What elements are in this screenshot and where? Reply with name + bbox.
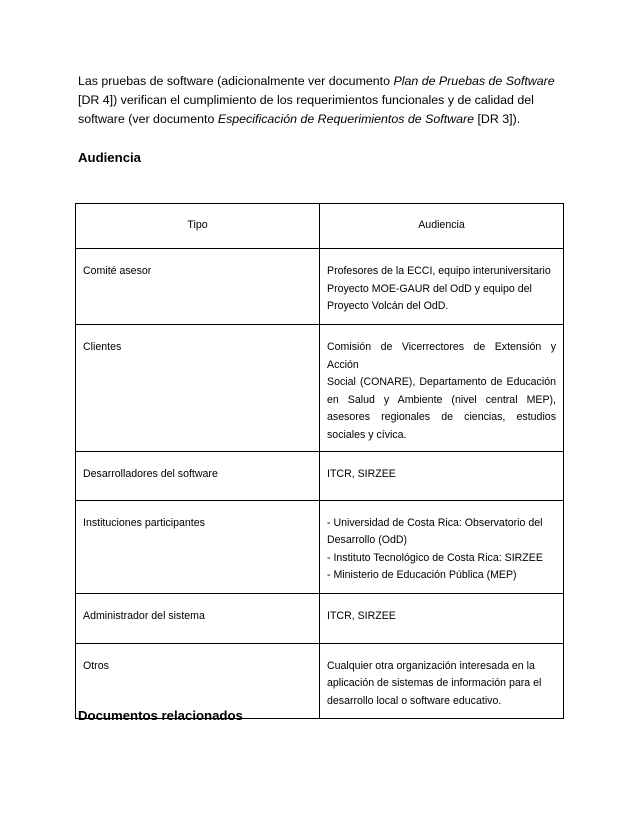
table-body bbox=[76, 249, 564, 719]
audiencia-line: Cualquier otra organización interesada en la bbox=[327, 659, 535, 672]
audiencia-line: ITCR, SIRZEE bbox=[327, 609, 396, 622]
cell-audiencia bbox=[320, 249, 564, 325]
intro-reference-spec: Especificación de Requerimientos de Software bbox=[217, 112, 475, 126]
audiencia-heading: Audiencia bbox=[78, 150, 142, 165]
table-row bbox=[76, 325, 564, 452]
documentos-heading: Documentos relacionados bbox=[78, 708, 243, 723]
intro-reference-plan: Plan de Pruebas de Software bbox=[393, 74, 555, 88]
audiencia-line: Proyecto MOE-GAUR del OdD y equipo del bbox=[327, 282, 532, 295]
cell-tipo bbox=[76, 451, 320, 500]
cell-tipo bbox=[76, 500, 320, 593]
cell-audiencia bbox=[320, 451, 564, 500]
header-audiencia: Audiencia bbox=[320, 204, 564, 249]
table-row bbox=[76, 500, 564, 593]
audience-table bbox=[75, 203, 564, 719]
audiencia-line: aplicación de sistemas de información para el bbox=[327, 677, 542, 690]
intro-paragraph bbox=[78, 72, 568, 129]
cell-tipo bbox=[76, 593, 320, 643]
audiencia-line: Social (CONARE), Departamento de Educación bbox=[327, 376, 556, 389]
cell-audiencia bbox=[320, 593, 564, 643]
audiencia-line: desarrollo local o software educativo. bbox=[327, 694, 502, 707]
table-row bbox=[76, 593, 564, 643]
cell-audiencia bbox=[320, 325, 564, 452]
intro-text-3: [DR 3]). bbox=[474, 112, 521, 126]
cell-tipo bbox=[76, 325, 320, 452]
tipo-text: Otros bbox=[83, 659, 109, 672]
audiencia-line: - Universidad de Costa Rica: Observatorio del bbox=[327, 516, 543, 529]
audiencia-line: asesores regionales de ciencias, estudios bbox=[327, 411, 556, 424]
table-row bbox=[76, 451, 564, 500]
tipo-text: Administrador del sistema bbox=[83, 609, 205, 622]
table-row bbox=[76, 643, 564, 718]
audiencia-line: ITCR, SIRZEE bbox=[327, 467, 396, 480]
tipo-text: Desarrolladores del software bbox=[83, 467, 218, 480]
intro-text-1: Las pruebas de software (adicionalmente ver documento bbox=[78, 74, 394, 88]
audiencia-line: - Ministerio de Educación Pública (MEP) bbox=[327, 569, 517, 582]
cell-tipo bbox=[76, 249, 320, 325]
table-row bbox=[76, 249, 564, 325]
tipo-text: Instituciones participantes bbox=[83, 516, 205, 529]
audiencia-line: sociales y cívica. bbox=[327, 428, 407, 441]
cell-tipo bbox=[76, 643, 320, 718]
audiencia-line: Desarrollo (OdD) bbox=[327, 534, 408, 547]
audiencia-line: en Salud y Ambiente (nivel central MEP), bbox=[327, 393, 556, 406]
tipo-text: Comité asesor bbox=[83, 265, 152, 277]
audiencia-line: Proyecto Volcán del OdD. bbox=[327, 300, 449, 313]
cell-audiencia bbox=[320, 500, 564, 593]
audiencia-line: Comisión de Vicerrectores de Extensión y Acción bbox=[327, 341, 556, 371]
tipo-text: Clientes bbox=[83, 341, 122, 353]
audiencia-line: - Instituto Tecnológico de Costa Rica: SIRZEE bbox=[327, 551, 543, 564]
cell-audiencia bbox=[320, 643, 564, 718]
table-header-row bbox=[76, 204, 564, 249]
audiencia-line: Profesores de la ECCI, equipo interuniversitario bbox=[327, 265, 551, 277]
header-tipo: Tipo bbox=[76, 204, 320, 249]
intro-text-2: [DR 4]) verifican el cumplimiento de los requerimientos funcionales y de calidad del software (ver documento bbox=[78, 93, 534, 126]
